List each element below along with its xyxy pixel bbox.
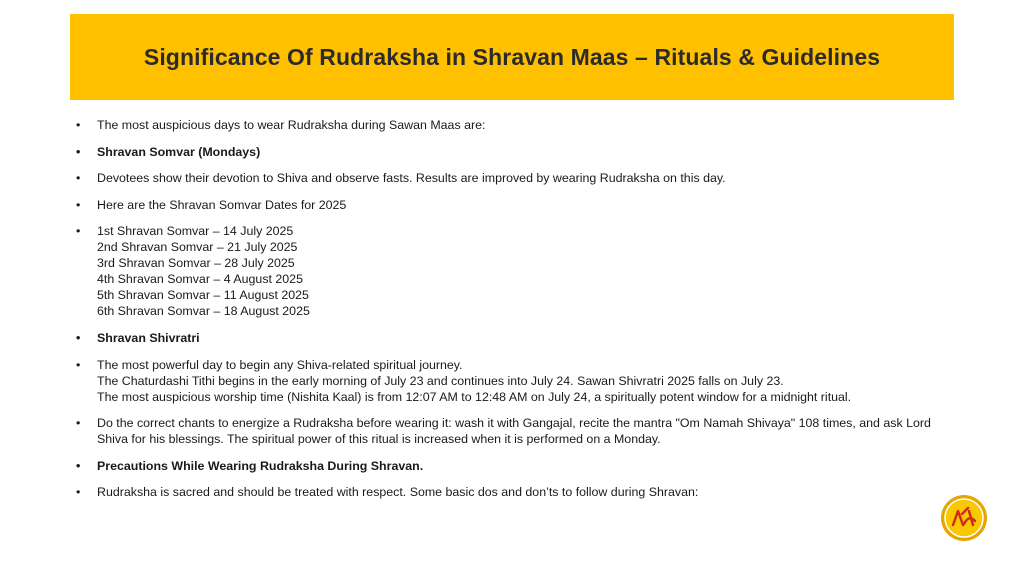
slide-title: Significance Of Rudraksha in Shravan Maas – Rituals & Guidelines — [143, 43, 881, 70]
bullet-text: • The most auspicious days to wear Rudraksha during Sawan Maas are: — [97, 118, 486, 132]
bullet-precautions — [76, 458, 956, 474]
bullet-chants — [76, 415, 956, 447]
bullet-shivratri — [76, 330, 956, 346]
date-line: 2nd Shravan Somvar – 21 July 2025 — [97, 240, 298, 255]
bullet-line: The Chaturdashi Tithi begins in the early morning of July 23 and continues into July 24. Sawan Shivratri 2025 falls on July 23. — [97, 373, 784, 388]
bullet-somvar-dates — [76, 223, 956, 319]
bullet-devotion — [76, 170, 956, 186]
bullet-respect — [76, 484, 956, 500]
brand-logo-icon — [940, 494, 988, 542]
bullet-text: • Precautions While Wearing Rudraksha During Shravan. — [97, 458, 424, 473]
bullet-text: • Rudraksha is sacred and should be treated with respect. Some basic dos and don’ts to follow during Shravan: — [97, 485, 699, 500]
date-line: • 1st Shravan Somvar – 14 July 2025 — [97, 224, 294, 239]
date-line: 3rd Shravan Somvar – 28 July 2025 — [97, 256, 295, 271]
bullet-auspicious-days — [76, 117, 956, 133]
bullet-dates-intro — [76, 197, 956, 213]
bullet-line: • The most powerful day to begin any Shiva-related spiritual journey. — [97, 357, 463, 372]
bullet-line: The most auspicious worship time (Nishita Kaal) is from 12:07 AM to 12:48 AM on July 24, a spiritually potent window for a midnight ritual. — [97, 389, 852, 404]
date-line: 5th Shravan Somvar – 11 August 2025 — [97, 288, 309, 303]
bullet-text: • Do the correct chants to energize a Rudraksha before wearing it: wash it with Gangajal, recite the mantra "Om Namah Shivaya" 108 times, and ask Lord Shiva for his blessings. The spiritual power of this ritual is increased when it is performed on a Monday. — [97, 416, 931, 447]
bullet-list — [76, 117, 956, 511]
bullet-shravan-somvar — [76, 144, 956, 160]
date-line: 4th Shravan Somvar – 4 August 2025 — [97, 272, 303, 287]
title-banner — [70, 14, 954, 100]
bullet-text: • Devotees show their devotion to Shiva and observe fasts. Results are improved by wearing Rudraksha on this day. — [97, 171, 726, 186]
bullet-text: • Shravan Shivratri — [97, 330, 200, 345]
bullet-powerful-day — [76, 357, 956, 405]
date-line: 6th Shravan Somvar – 18 August 2025 — [97, 304, 310, 319]
bullet-text: • Shravan Somvar (Mondays) — [97, 144, 261, 159]
bullet-text: • Here are the Shravan Somvar Dates for 2025 — [97, 197, 347, 212]
